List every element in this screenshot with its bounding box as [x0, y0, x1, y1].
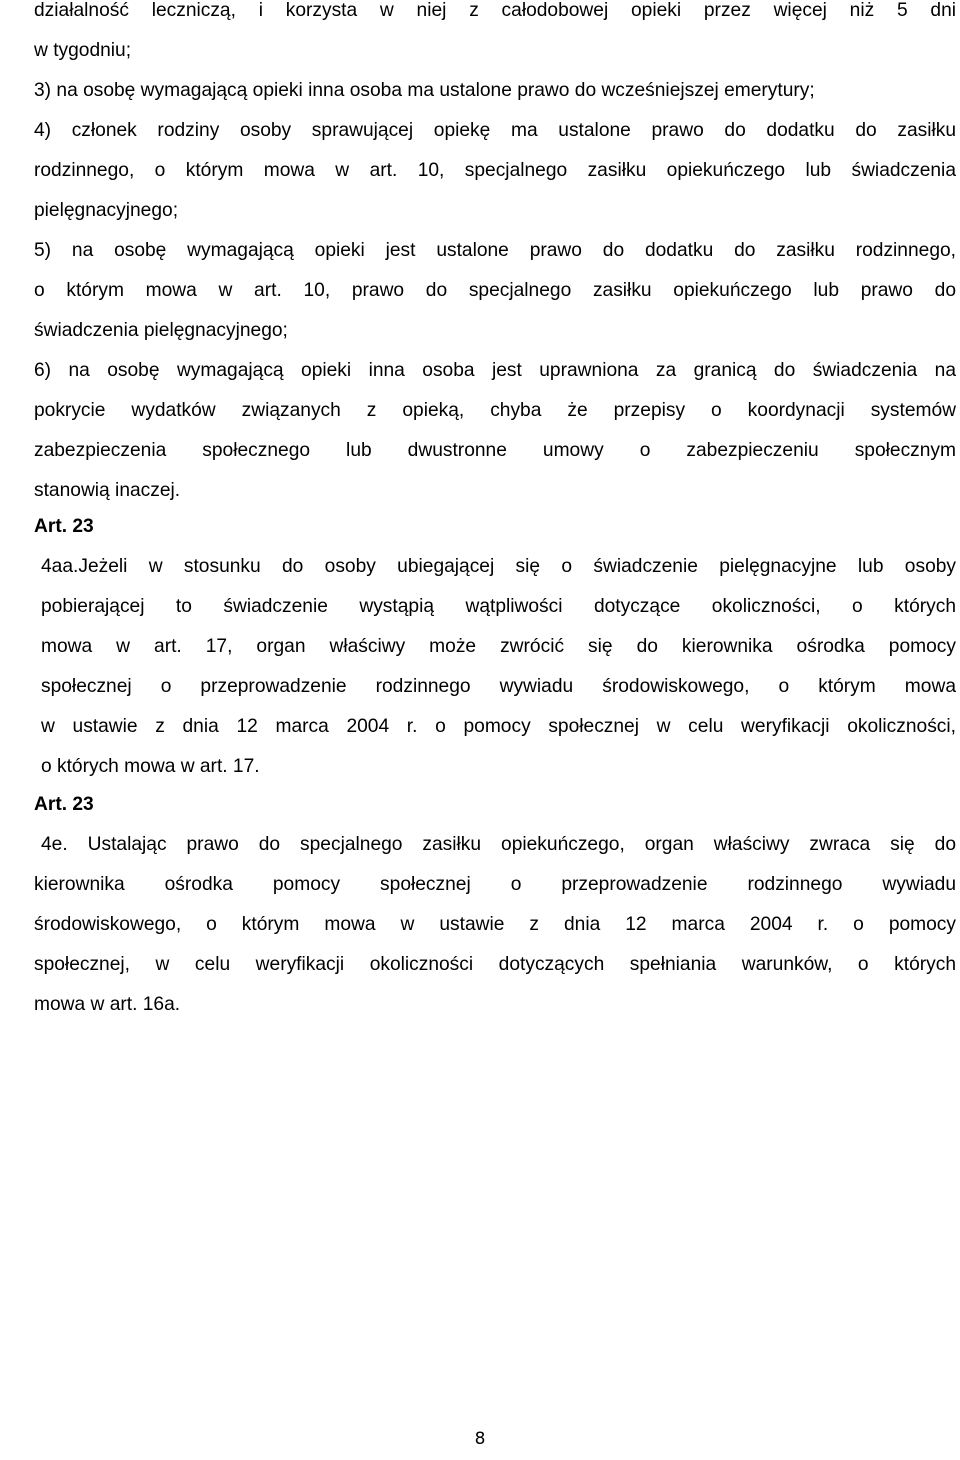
text-line: o którym mowa w art. 10, prawo do specjalnego zasiłku opiekuńczego lub prawo do [34, 280, 956, 301]
text-line: 6) na osobę wymagającą opieki inna osoba jest uprawniona za granicą do świadczenia na [34, 360, 956, 381]
text-line: 4) członek rodziny osoby sprawującej opiekę ma ustalone prawo do dodatku do zasiłku [34, 120, 956, 141]
text-line: 4aa.Jeżeli w stosunku do osoby ubiegającej się o świadczenie pielęgnacyjne lub osoby [41, 556, 956, 577]
text-line: w ustawie z dnia 12 marca 2004 r. o pomocy społecznej w celu weryfikacji okoliczności, [41, 716, 956, 737]
text-line: w tygodniu; [34, 40, 132, 61]
text-line: działalność leczniczą, i korzysta w niej z całodobowej opieki przez więcej niż 5 dni [34, 0, 956, 21]
article-body [41, 547, 956, 787]
text-line: 4e. Ustalając prawo do specjalnego zasiłku opiekuńczego, organ właściwy zwraca się do [41, 834, 956, 855]
text-line: pokrycie wydatków związanych z opieką, chyba że przepisy o koordynacji systemów [34, 400, 956, 421]
list-item-3 [34, 71, 956, 111]
text-line: świadczenia pielęgnacyjnego; [34, 320, 288, 341]
text-line: o których mowa w art. 17. [41, 756, 260, 777]
text-line: mowa w art. 17, organ właściwy może zwrócić się do kierownika ośrodka pomocy [41, 636, 956, 657]
page-number: 8 [474, 1429, 486, 1449]
text-line: środowiskowego, o którym mowa w ustawie z dnia 12 marca 2004 r. o pomocy [34, 914, 956, 935]
text-line: społecznej, w celu weryfikacji okoliczności dotyczących spełniania warunków, o których [34, 954, 956, 975]
text-line: rodzinnego, o którym mowa w art. 10, specjalnego zasiłku opiekuńczego lub świadczenia [34, 160, 956, 181]
text-line: stanowią inaczej. [34, 480, 181, 501]
text-line: mowa w art. 16a. [34, 994, 181, 1015]
list-item-5 [34, 231, 956, 351]
paragraph-continuation [34, 0, 956, 71]
text-line: pobierającej to świadczenie wystąpią wątpliwości dotyczące okoliczności, o których [41, 596, 956, 617]
article-heading: Art. 23 [34, 794, 94, 815]
text-line: zabezpieczenia społecznego lub dwustronne umowy o zabezpieczeniu społecznym [34, 440, 956, 461]
text-line: 5) na osobę wymagającą opieki jest ustalone prawo do dodatku do zasiłku rodzinnego, [34, 240, 956, 261]
article-body [34, 825, 956, 1025]
text-line: 3) na osobę wymagającą opieki inna osoba ma ustalone prawo do wcześniejszej emerytury; [34, 80, 815, 101]
list-item-4 [34, 111, 956, 231]
text-line: społecznej o przeprowadzenie rodzinnego wywiadu środowiskowego, o którym mowa [41, 676, 956, 697]
text-line: kierownika ośrodka pomocy społecznej o przeprowadzenie rodzinnego wywiadu [34, 874, 956, 895]
article-heading: Art. 23 [34, 516, 94, 537]
list-item-6 [34, 351, 956, 511]
text-line: pielęgnacyjnego; [34, 200, 179, 221]
